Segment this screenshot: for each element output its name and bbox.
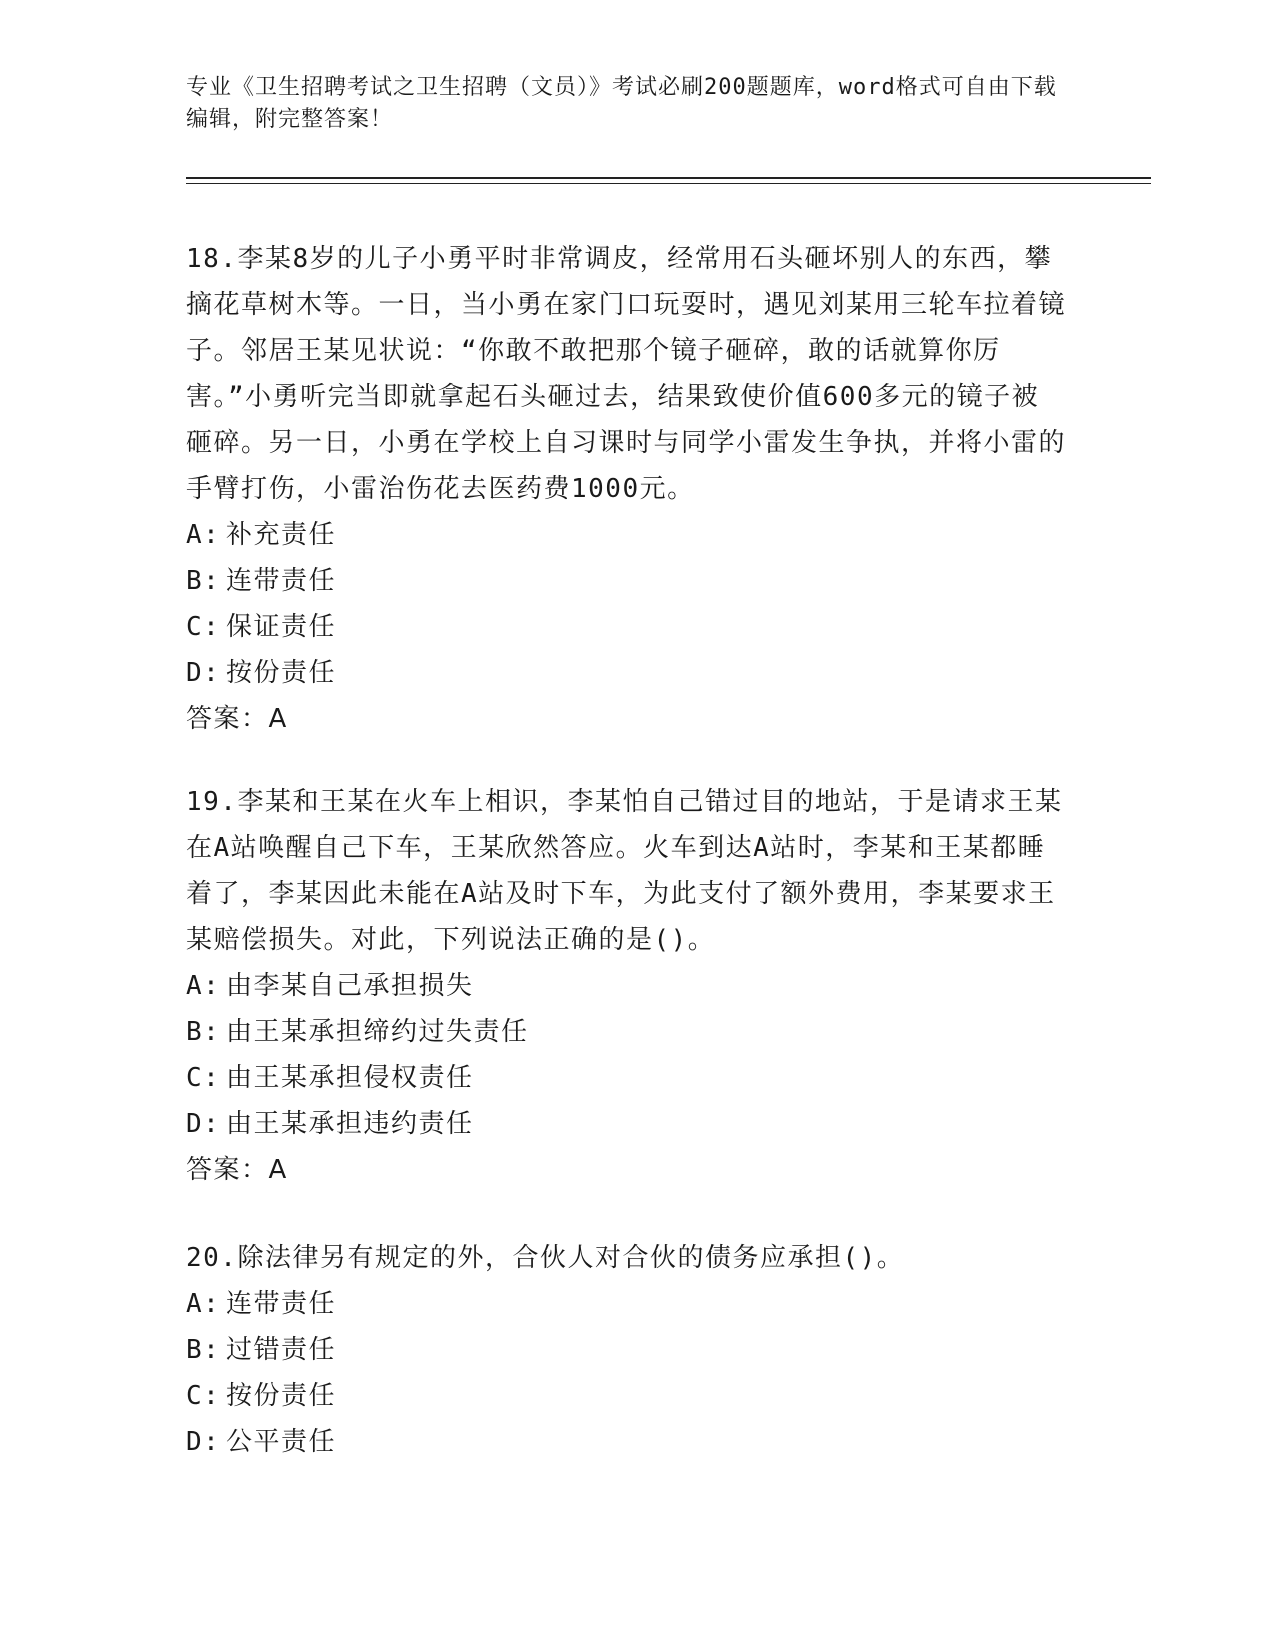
header-divider-thin (186, 183, 1151, 184)
option-key: C: (186, 1381, 221, 1411)
option-a (186, 963, 1066, 1009)
option-d (186, 650, 1066, 696)
option-key: A: (186, 1289, 221, 1319)
option-text: 按份责任 (226, 1381, 337, 1411)
option-key: B: (186, 566, 221, 596)
question-18 (186, 236, 1066, 742)
option-key: A: (186, 971, 221, 1001)
option-key: B: (186, 1017, 221, 1047)
option-b (186, 558, 1066, 604)
option-d (186, 1419, 1066, 1465)
option-a (186, 512, 1066, 558)
option-text: 连带责任 (226, 566, 337, 596)
option-b (186, 1009, 1066, 1055)
option-key: A: (186, 520, 221, 550)
question-stem: 18.李某8岁的儿子小勇平时非常调皮，经常用石头砸坏别人的东西，攀摘花草树木等。一日，当小勇在家门口玩耍时，遇见刘某用三轮车拉着镜子。邻居王某见状说：“你敢不敢把那个镜子砸碎，敢的话就算你厉害。”小勇听完当即就拿起石头砸过去，结果致使价值600多元的镜子被砸碎。另一日，小勇在学校上自习课时与同学小雷发生争执，并将小雷的手臂打伤，小雷治伤花去医药费1000元。 (186, 244, 1067, 504)
option-b (186, 1327, 1066, 1373)
option-key: D: (186, 1109, 221, 1139)
option-key: D: (186, 1427, 221, 1457)
document-header: 专业《卫生招聘考试之卫生招聘（文员）》考试必刷200题题库，word格式可自由下载编辑，附完整答案！ (186, 75, 1057, 132)
answer-line: 答案：A (186, 704, 288, 734)
option-c (186, 604, 1066, 650)
option-d (186, 1101, 1066, 1147)
answer-line: 答案：A (186, 1155, 288, 1185)
option-text: 补充责任 (226, 520, 337, 550)
option-text: 按份责任 (226, 658, 337, 688)
option-text: 由李某自己承担损失 (226, 971, 474, 1001)
question-stem: 19.李某和王某在火车上相识，李某怕自己错过目的地站，于是请求王某在A站唤醒自己下车，王某欣然答应。火车到达A站时，李某和王某都睡着了，李某因此未能在A站及时下车，为此支付了额外费用，李某要求王某赔偿损失。对此，下列说法正确的是()。 (186, 787, 1063, 955)
option-key: B: (186, 1335, 221, 1365)
option-text: 由王某承担侵权责任 (226, 1063, 474, 1093)
option-c (186, 1055, 1066, 1101)
option-key: C: (186, 612, 221, 642)
question-stem: 20.除法律另有规定的外，合伙人对合伙的债务应承担()。 (186, 1243, 905, 1273)
option-text: 过错责任 (226, 1335, 337, 1365)
header-divider-thick (186, 177, 1151, 179)
option-text: 公平责任 (226, 1427, 337, 1457)
question-19 (186, 779, 1066, 1193)
option-text: 连带责任 (226, 1289, 337, 1319)
option-a (186, 1281, 1066, 1327)
question-20 (186, 1235, 1066, 1465)
option-c (186, 1373, 1066, 1419)
option-key: C: (186, 1063, 221, 1093)
option-text: 由王某承担缔约过失责任 (226, 1017, 529, 1047)
option-text: 保证责任 (226, 612, 337, 642)
option-text: 由王某承担违约责任 (226, 1109, 474, 1139)
option-key: D: (186, 658, 221, 688)
